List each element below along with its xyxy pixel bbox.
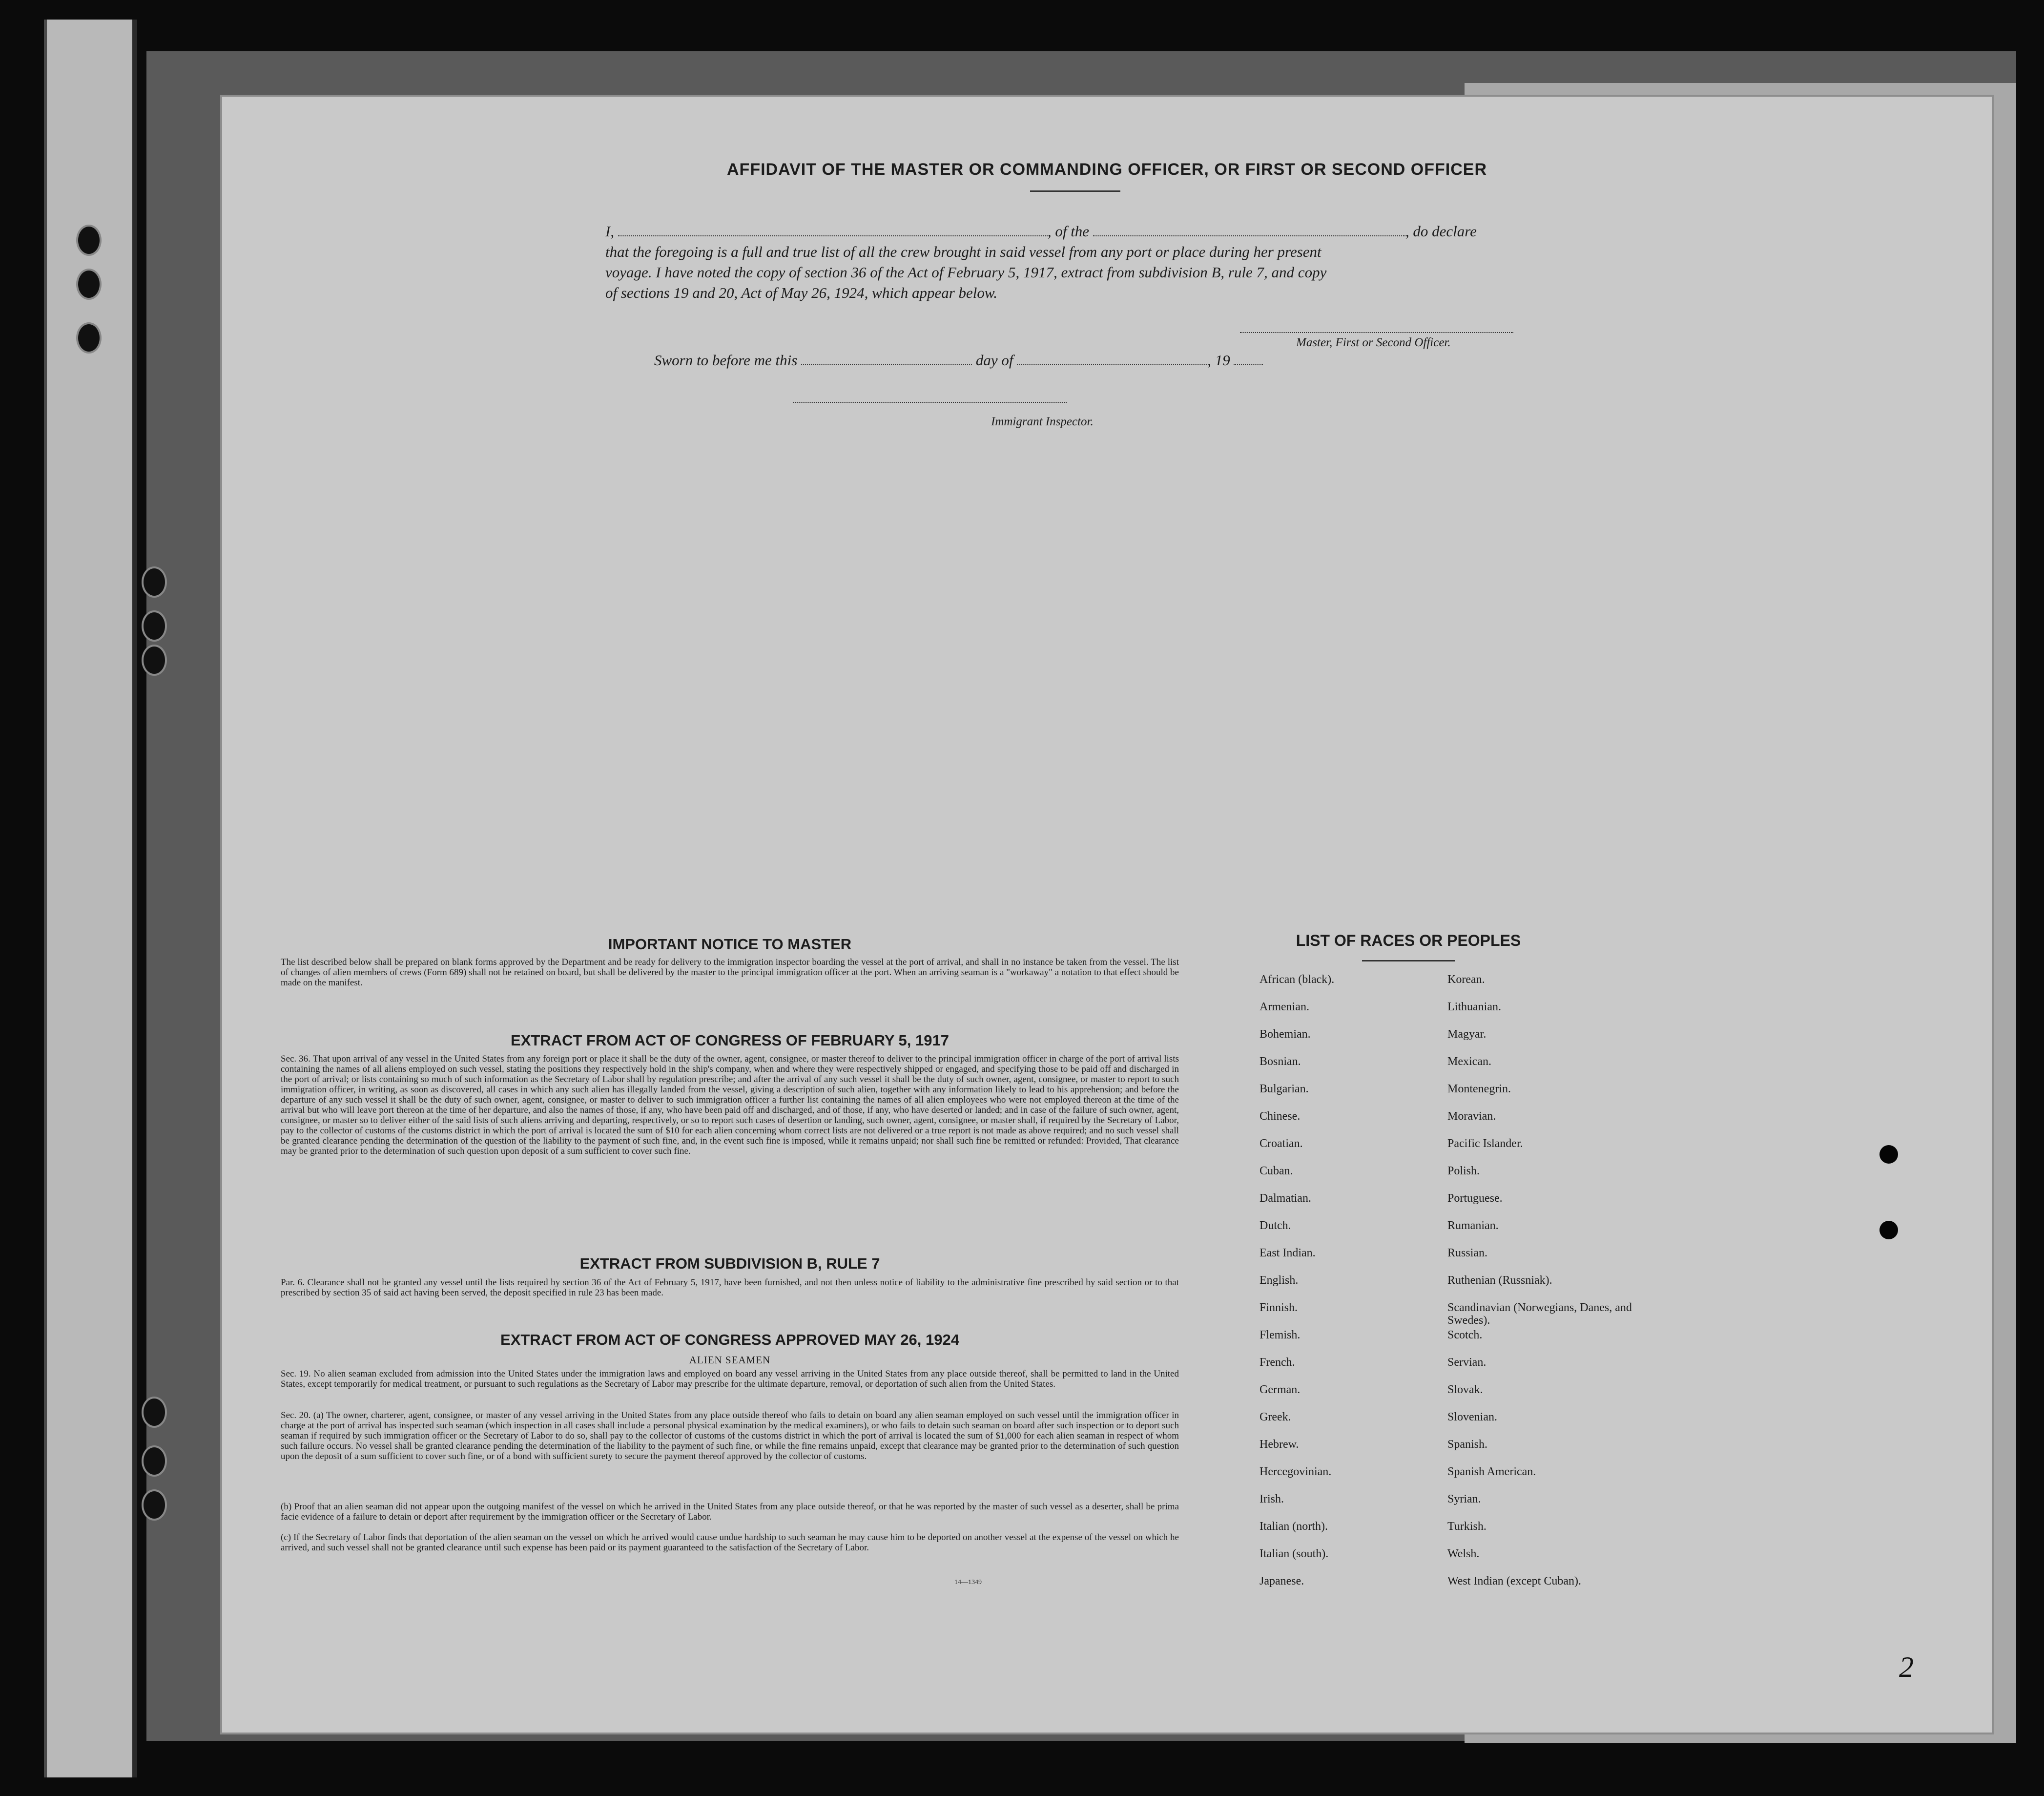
race-item: Russian. <box>1447 1247 1488 1259</box>
name-blank[interactable] <box>618 224 1048 236</box>
race-item: Korean. <box>1447 973 1485 986</box>
race-item: Dalmatian. <box>1259 1192 1311 1205</box>
punch-hole <box>1879 1221 1898 1239</box>
declaration-line-4: of sections 19 and 20, Act of May 26, 1924, which appear below. <box>605 284 998 301</box>
race-item: Syrian. <box>1447 1493 1481 1505</box>
race-item: Rumanian. <box>1447 1219 1499 1232</box>
race-item: French. <box>1259 1356 1295 1369</box>
sworn-line <box>654 352 1263 369</box>
sworn-day-blank[interactable] <box>801 353 972 365</box>
handwritten-mark: 2 <box>1899 1651 1914 1683</box>
punch-hole <box>1879 1145 1898 1164</box>
master-signature-line[interactable] <box>1240 332 1513 333</box>
form-number: 14—1349 <box>954 1579 982 1586</box>
races-title: LIST OF RACES OR PEOPLES <box>1296 932 1521 949</box>
day-of-label: day of <box>975 352 1013 369</box>
notice-text: The list described below shall be prepared on blank forms approved by the Department and be ready for delivery to the immigration inspector boarding the vessel at the port of arrival, and shall in no instance be taken from the vessel. The list of changes of alien members of crews (Form 689) shall not be retained on board, but shall be delivered by the master to the principal immigration officer at the port. When an arriving seaman is a "workaway" a notation to that effect should be made on the manifest. <box>281 957 1179 988</box>
inspector-label: Immigrant Inspector. <box>991 415 1094 428</box>
master-label: Master, First or Second Officer. <box>1296 336 1451 349</box>
race-item: Italian (north). <box>1259 1520 1328 1533</box>
punch-hole <box>76 225 102 256</box>
i-label: I, <box>605 223 615 240</box>
race-item: Armenian. <box>1259 1001 1309 1013</box>
declare-label: , do declare <box>1405 223 1477 240</box>
extract-1924-sec19: Sec. 19. No alien seaman excluded from admission into the United States under the immigration laws and employed on board any vessel arriving in the United States from any place outside thereof, shall be permitted to land in the United States, except temporarily for medical treatment, or pursuant to such regulations as the Secretary of Labor may prescribe for the ultimate departure, removal, or deportation of such alien from the United States. <box>281 1369 1179 1389</box>
document-page <box>222 97 1992 1733</box>
punch-hole <box>142 645 167 676</box>
extract-rule7-text: Par. 6. Clearance shall not be granted any vessel until the lists required by section 36 of the Act of February 5, 1917, have been furnished, and not then unless notice of liability to the administrative fine prescribed by said section or to that prescribed by section 35 of said act having been served, the deposit specified in rule 23 has been made. <box>281 1277 1179 1298</box>
extract-1917-text: Sec. 36. That upon arrival of any vessel in the United States from any foreign port or place it shall be the duty of the owner, agent, consignee, or master thereof to deliver to the principal immigration officer in charge of the port of arrival lists containing the names of all aliens employed on such vessel, stating the positions they respectively hold in the ship's company, when and where they were respectively shipped or engaged, and specifying those to be paid off and discharged in the port of arrival; or lists containing so much of such information as the Secretary of Labor shall by regulation prescribe; and after the arrival of any such vessel it shall be the duty of such owner, agent, consignee, or master to report to such immigration officer, in writing, as soon as discovered, all cases in which any such alien has illegally landed from the vessel, giving a description of such alien, together with any information likely to lead to his apprehension; and before the departure of any such vessel it shall be the duty of such owner, agent, consignee, or master to deliver to such immigration officer a further list containing the names of all alien employees who were not employed thereon at the time of the arrival but who will leave port thereon at the time of her departure, and also the names of those, if any, who have been paid off and discharged, and of those, if any, who have deserted or landed; and in case of the failure of such owner, agent, consignee, or master so to deliver either of the said lists of such aliens arriving and departing, respectively, or so to report such cases of desertion or landing, such owner, agent, consignee, or master shall, if required by the Secretary of Labor, pay to the collector of customs of the customs district in which the port of arrival is located the sum of $10 for each alien concerning whom correct lists are not delivered or a true report is not made as above required; and no such vessel shall be granted clearance pending the determination of the question of the liability to the payment of such fine, and, in the event such fine is imposed, while it remains unpaid; nor shall such fine be remitted or refunded: Provided, That clearance may be granted prior to the determination of such question upon deposit of a sum sufficient to cover such fine. <box>281 1054 1179 1156</box>
race-item: Pacific Islander. <box>1447 1137 1523 1150</box>
race-item: Croatian. <box>1259 1137 1303 1150</box>
race-item: Mexican. <box>1447 1055 1491 1068</box>
race-item: Polish. <box>1447 1165 1480 1177</box>
extract-1917-title: EXTRACT FROM ACT OF CONGRESS OF FEBRUARY 5, 1917 <box>511 1032 949 1049</box>
year-label: , 19 <box>1207 352 1230 369</box>
race-item: Spanish. <box>1447 1438 1488 1451</box>
race-item: Servian. <box>1447 1356 1487 1369</box>
races-rule <box>1362 960 1455 961</box>
punch-hole <box>142 610 167 642</box>
race-item: African (black). <box>1259 973 1335 986</box>
race-item: Hercegovinian. <box>1259 1465 1332 1478</box>
race-item: English. <box>1259 1274 1299 1287</box>
punch-hole <box>142 566 167 598</box>
alien-seamen-subtitle: ALIEN SEAMEN <box>689 1354 771 1366</box>
race-item: Finnish. <box>1259 1301 1298 1314</box>
race-item: Spanish American. <box>1447 1465 1536 1478</box>
declaration-line-1 <box>605 221 1577 242</box>
extract-1924-sec20a: Sec. 20. (a) The owner, charterer, agent, consignee, or master of any vessel arriving in the United States from any place outside thereof who fails to detain on board any alien seaman employed on such vessel until the immigration officer in charge at the port of arrival has inspected such seaman (which inspection in all cases shall include a personal physical examination by the medical examiners), or who fails to detain such seaman on board after such inspection or to deport such seaman if required by such immigration officer or the Secretary of Labor to do so, shall pay to the collector of customs of the customs district in which the port of arrival is located the sum of $1,000 for each alien seaman in respect of whom such failure occurs. No vessel shall be granted clearance pending the determination of the liability to the payment of such fine, or while the fine remains unpaid, except that clearance may be granted prior to the determination of such question upon the deposit of a sum sufficient to cover such fine, or of a bond with sufficient surety to secure the payment thereof approved by the collector of customs. <box>281 1410 1179 1462</box>
punch-hole <box>142 1397 167 1428</box>
race-item: Bosnian. <box>1259 1055 1301 1068</box>
races-left-column <box>1259 973 1465 1602</box>
race-item: Turkish. <box>1447 1520 1487 1533</box>
race-item: Magyar. <box>1447 1028 1487 1041</box>
race-item: Irish. <box>1259 1493 1284 1505</box>
punch-hole <box>76 322 102 354</box>
extract-rule7-title: EXTRACT FROM SUBDIVISION B, RULE 7 <box>579 1255 880 1272</box>
race-item: Scandinavian (Norwegians, Danes, and Swedes). <box>1447 1301 1632 1327</box>
sworn-label: Sworn to before me this <box>654 352 798 369</box>
sworn-month-blank[interactable] <box>1017 353 1207 365</box>
race-item: Montenegrin. <box>1447 1083 1511 1095</box>
extract-1924-title: EXTRACT FROM ACT OF CONGRESS APPROVED MAY 26, 1924 <box>500 1331 959 1348</box>
race-item: Bohemian. <box>1259 1028 1311 1041</box>
race-item: Lithuanian. <box>1447 1001 1501 1013</box>
extract-1924-sec20b: (b) Proof that an alien seaman did not appear upon the outgoing manifest of the vessel on which he arrived in the United States from any place outside thereof, or that he was reported by the master of such vessel as a deserter, shall be prima facie evidence of a failure to detain or deport after requirement by the immigration officer or the Secretary of Labor. <box>281 1502 1179 1522</box>
declaration-line-2: that the foregoing is a full and true list of all the crew brought in said vessel from any port or place during her present <box>605 243 1321 260</box>
race-item: Flemish. <box>1259 1329 1301 1341</box>
declaration-line-3: voyage. I have noted the copy of section 36 of the Act of February 5, 1917, extract from subdivision B, rule 7, and copy <box>605 264 1327 281</box>
race-item: Portuguese. <box>1447 1192 1503 1205</box>
extract-1924-sec20c: (c) If the Secretary of Labor finds that deportation of the alien seaman on the vessel on which he arrived would cause undue hardship to such seaman he may cause him to be deported on another vessel at the expense of the vessel on which he arrived, and such vessel shall not be granted clearance until such expense has been paid or its payment guaranteed to the satisfaction of the Secretary of Labor. <box>281 1532 1179 1553</box>
binder-strip <box>44 20 137 1777</box>
punch-hole <box>76 269 102 300</box>
punch-hole <box>142 1445 167 1477</box>
race-item: Welsh. <box>1447 1547 1480 1560</box>
race-item: East Indian. <box>1259 1247 1316 1259</box>
race-item: Bulgarian. <box>1259 1083 1309 1095</box>
inspector-signature-line[interactable] <box>793 402 1067 403</box>
race-item: Chinese. <box>1259 1110 1301 1123</box>
race-item: Italian (south). <box>1259 1547 1329 1560</box>
notice-title: IMPORTANT NOTICE TO MASTER <box>608 936 852 953</box>
affidavit-title: AFFIDAVIT OF THE MASTER OR COMMANDING OFFICER, OR FIRST OR SECOND OFFICER <box>727 160 1487 179</box>
race-item: Dutch. <box>1259 1219 1291 1232</box>
sworn-year-blank[interactable] <box>1234 353 1263 365</box>
of-the-label: , of the <box>1047 223 1090 240</box>
race-item: Cuban. <box>1259 1165 1293 1177</box>
race-item: Slovak. <box>1447 1383 1483 1396</box>
races-right-column <box>1447 973 1652 1602</box>
race-item: Scotch. <box>1447 1329 1483 1341</box>
race-item: German. <box>1259 1383 1301 1396</box>
race-item: Hebrew. <box>1259 1438 1299 1451</box>
vessel-blank[interactable] <box>1093 224 1405 236</box>
race-item: Moravian. <box>1447 1110 1496 1123</box>
race-item: Ruthenian (Russniak). <box>1447 1274 1552 1287</box>
race-item: Greek. <box>1259 1411 1291 1423</box>
race-item: Japanese. <box>1259 1575 1304 1587</box>
title-rule <box>1030 190 1120 192</box>
race-item: West Indian (except Cuban). <box>1447 1575 1581 1587</box>
punch-hole <box>142 1489 167 1521</box>
race-item: Slovenian. <box>1447 1411 1497 1423</box>
